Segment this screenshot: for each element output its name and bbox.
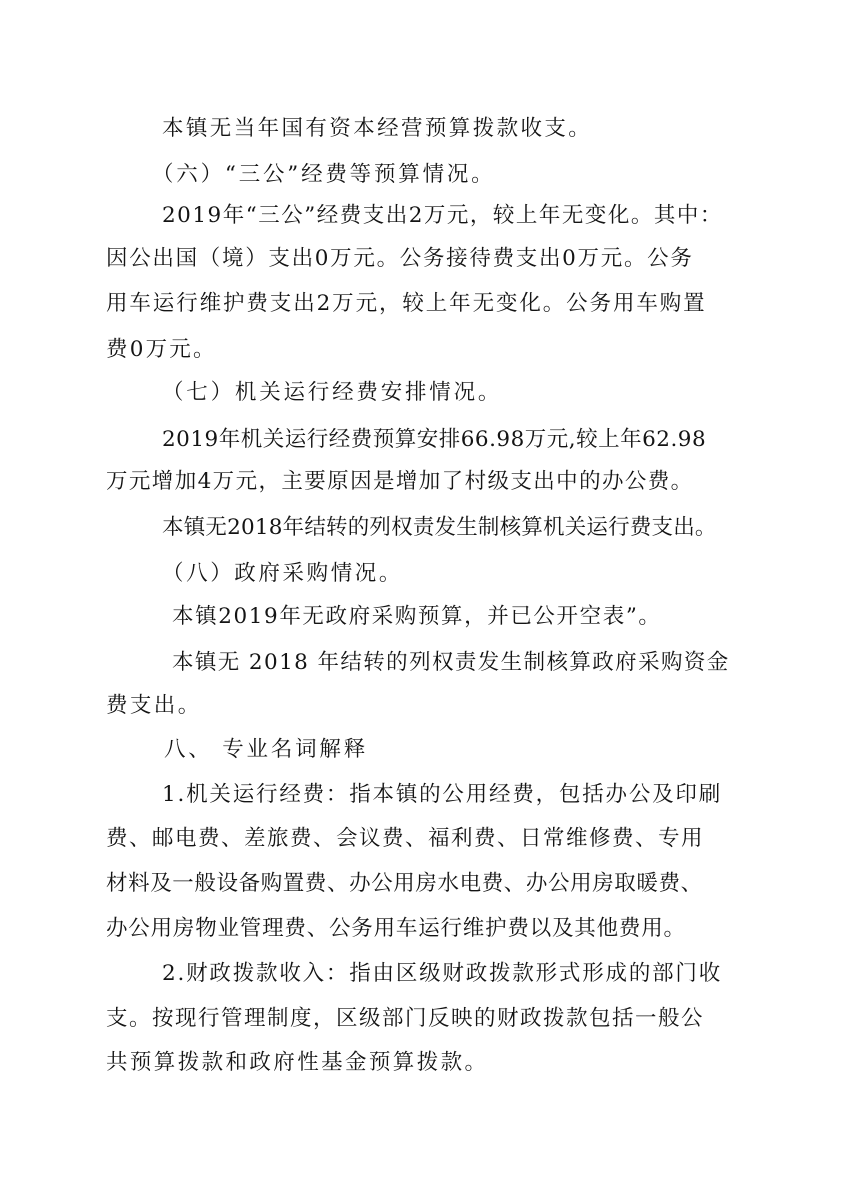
text-line: 费0万元。 (106, 337, 217, 362)
section-heading: 八、 专业名词解释 (164, 737, 369, 762)
text-line: 本镇无2018年结转的列权责发生制核算机关运行费支出。 (162, 515, 717, 540)
text-line: 因公出国（境）支出0万元。公务接待费支出0万元。公务 (106, 246, 694, 271)
text-line: 材料及一般设备购置费、办公用房水电费、办公用房取暖费、 (106, 871, 703, 896)
text-line: 用车运行维护费支出2万元，较上年无变化。公务用车购置 (106, 291, 707, 316)
section-heading: （六）“三公”经费等预算情况。 (152, 162, 496, 187)
text-line: 本镇无 2018 年结转的列权责发生制核算政府采购资金 (172, 650, 730, 675)
text-line: 本镇2019年无政府采购预算，并已公开空表”。 (172, 604, 662, 629)
text-line: 万元增加4万元，主要原因是增加了村级支出中的办公费。 (106, 469, 694, 494)
text-line: 费支出。 (106, 693, 202, 718)
text-line: 1.机关运行经费：指本镇的公用经费，包括办公及印刷 (162, 782, 723, 807)
text-line: 共预算拨款和政府性基金预算拨款。 (106, 1050, 489, 1075)
text-line: 2.财政拨款收入：指由区级财政拨款形式形成的部门收 (162, 961, 723, 986)
text-line: 2019年“三公”经费支出2万元，较上年无变化。其中： (162, 203, 723, 228)
section-heading: （七）机关运行经费安排情况。 (162, 380, 503, 405)
text-line: 本镇无当年国有资本经营预算拨款收支。 (162, 116, 593, 141)
section-heading: （八）政府采购情况。 (162, 561, 404, 586)
text-line: 费、邮电费、差旅费、会议费、福利费、日常维修费、专用 (106, 826, 705, 851)
text-line: 支。按现行管理制度，区级部门反映的财政拨款包括一般公 (106, 1006, 705, 1031)
text-line: 2019年机关运行经费预算安排66.98万元,较上年62.98 (162, 427, 707, 452)
text-line: 办公用房物业管理费、公务用车运行维护费以及其他费用。 (106, 916, 686, 941)
